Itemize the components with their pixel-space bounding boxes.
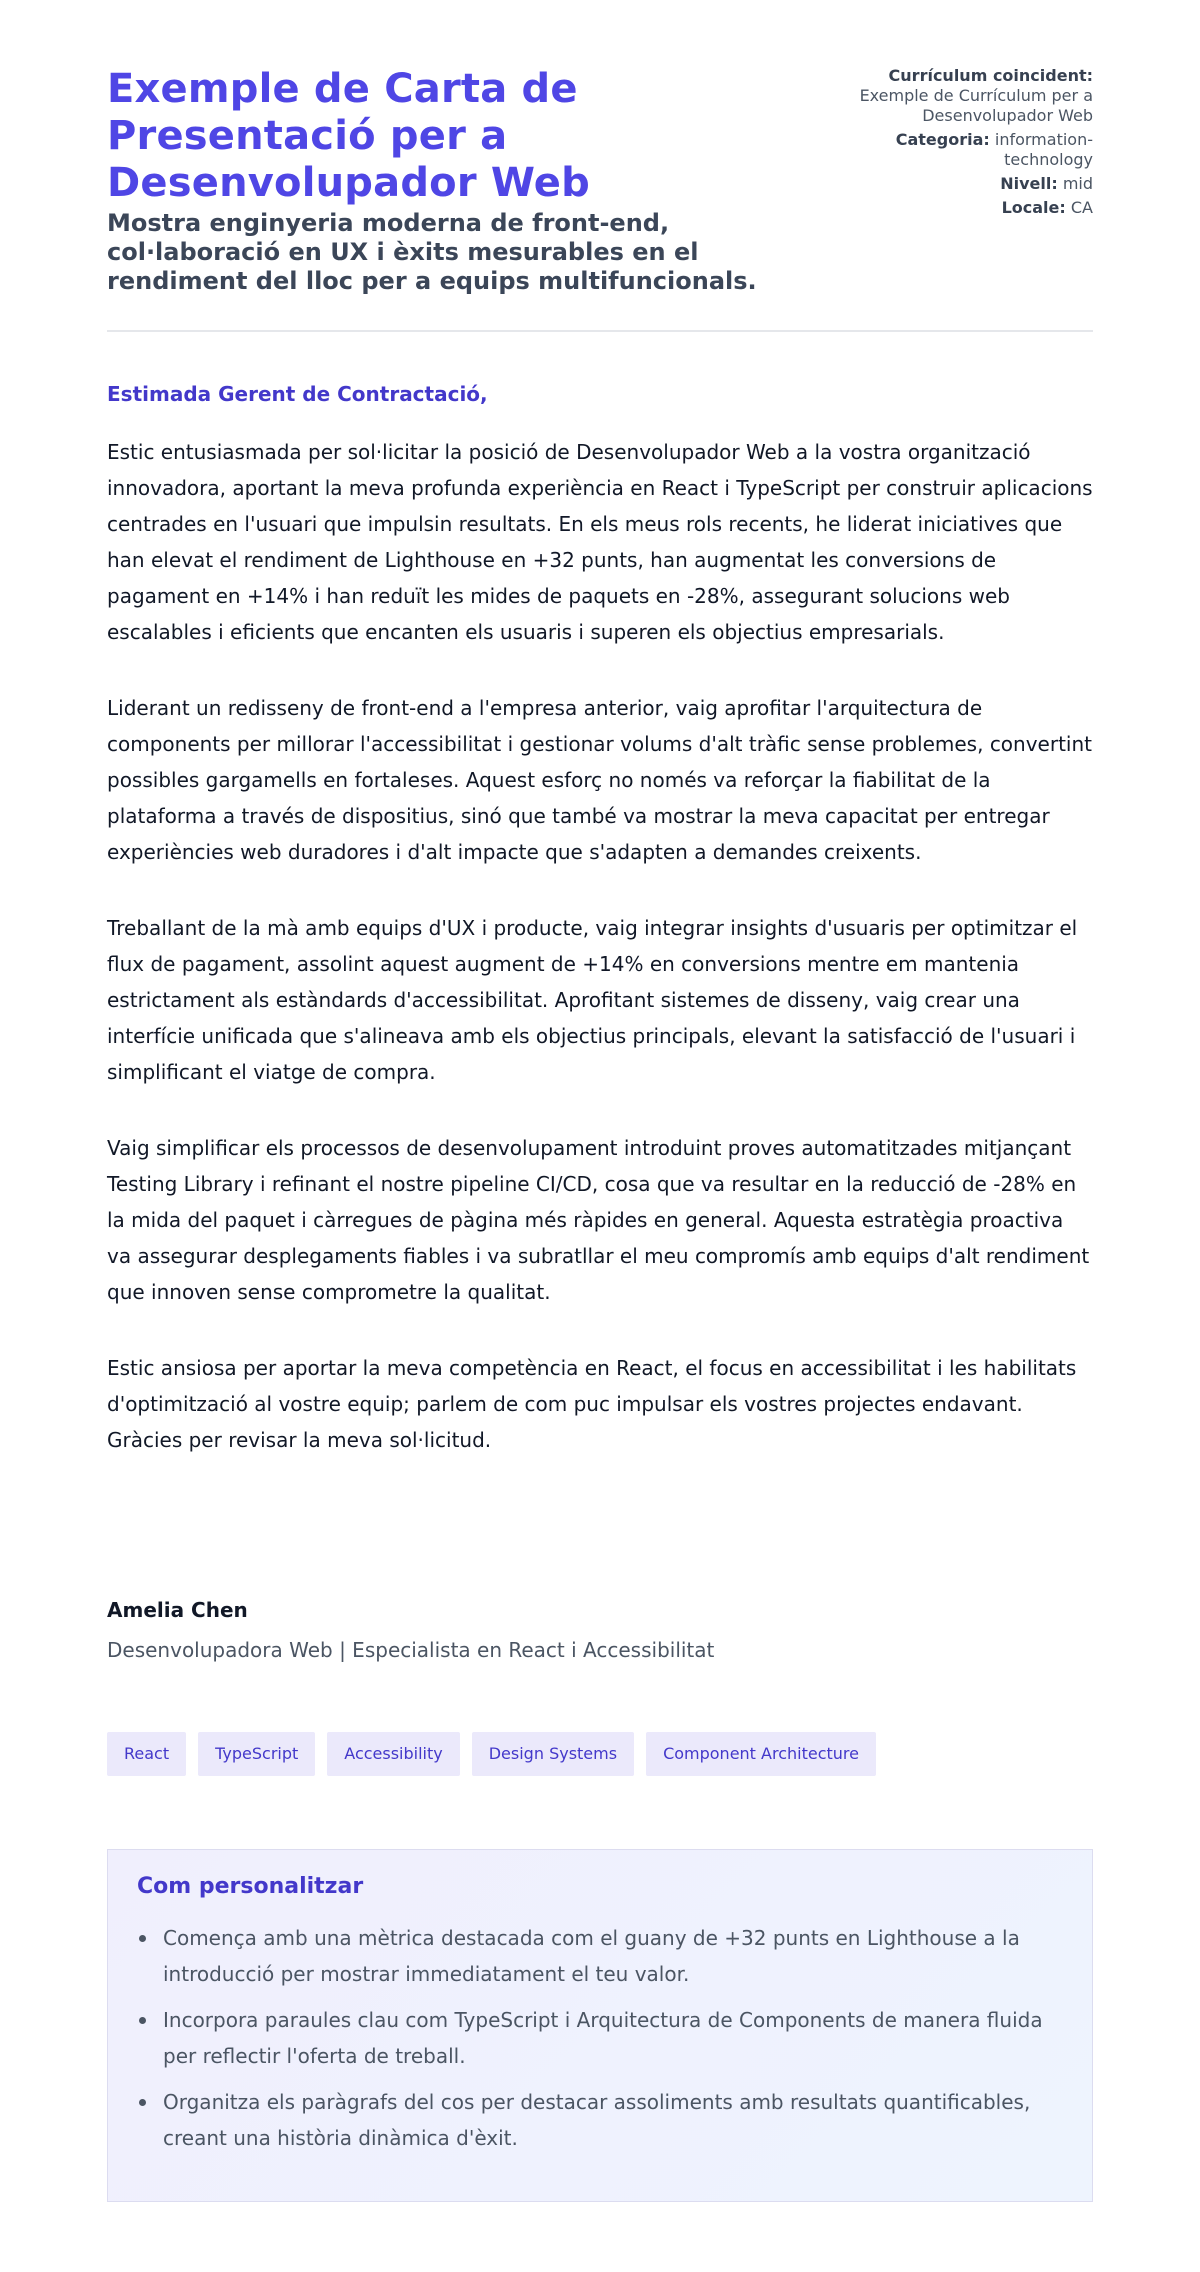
skill-tags xyxy=(107,1732,876,1776)
skill-tag-react: React xyxy=(107,1732,186,1776)
meta-category-value: information-technology xyxy=(994,130,1093,169)
header-titles xyxy=(107,66,827,296)
letter-paragraph: Estic ansiosa per aportar la meva competència en React, el focus en accessibilitat i les habilitats d'optimització al vostre equip; parlem de com puc impulsar els vostres projectes endavant. Gràcies per revisar la meva sol·licitud. xyxy=(107,1356,1077,1452)
letter-paragraph: Estic entusiasmada per sol·licitar la posició de Desenvolupador Web a la vostra organització innovadora, aportant la meva profunda experiència en React i TypeScript per construir aplicacions centrades en l'usuari que impulsin resultats. En els meus rols recents, he liderat iniciatives que han elevat el rendiment de Lighthouse en +32 punts, han augmentat les conversions de pagament en +14% i han reduït les mides de paquets en -28%, assegurant solucions web escalables i eficients que encanten els usuaris i superen els objectius empresarials. xyxy=(107,440,1093,644)
tips-item-text: Comença amb una mètrica destacada com el guany de +32 punts en Lighthouse a la introducció per mostrar immediatament el teu valor. xyxy=(163,1926,1020,1986)
signature-title: Desenvolupadora Web | Especialista en React i Accessibilitat xyxy=(107,1638,715,1662)
letter-paragraph: Liderant un redisseny de front-end a l'empresa anterior, vaig aprofitar l'arquitectura de components per millorar l'accessibilitat i gestionar volums d'alt tràfic sense problemes, convertint possibles gargamells en fortaleses. Aquest esforç no només va reforçar la fiabilitat de la plataforma a través de dispositius, sinó que també va mostrar la meva capacitat per entregar experiències web duradores i d'alt impacte que s'adapten a demandes creixents. xyxy=(107,696,1092,864)
page-title: Exemple de Carta de Presentació per a Desenvolupador Web xyxy=(107,66,590,206)
meta-level-value: mid xyxy=(1062,174,1093,193)
skill-tag-component-architecture: Component Architecture xyxy=(646,1732,876,1776)
meta-locale xyxy=(843,198,1093,218)
meta-locale-value: CA xyxy=(1070,198,1093,217)
meta-resume-label: Currículum coincident: xyxy=(888,66,1093,85)
skill-tag-typescript: TypeScript xyxy=(198,1732,315,1776)
tips-item-text: Organitza els paràgrafs del cos per destacar assoliments amb resultats quantificables, creant una història dinàmica d'èxit. xyxy=(163,2090,1031,2150)
meta-level-label: Nivell: xyxy=(1000,174,1058,193)
signature-name: Amelia Chen xyxy=(107,1598,248,1622)
page-header xyxy=(107,0,1093,296)
header-divider xyxy=(107,330,1093,332)
cover-letter-page xyxy=(107,0,1093,2150)
meta-category-label: Categoria: xyxy=(895,130,990,149)
letter-body xyxy=(107,434,1093,1498)
tips-list-item xyxy=(137,2084,1063,2156)
meta-panel xyxy=(843,66,1093,222)
skill-tag-accessibility: Accessibility xyxy=(327,1732,459,1776)
tips-item-text: Incorpora paraules clau com TypeScript i Arquitectura de Components de manera fluida per reflectir l'oferta de treball. xyxy=(163,2008,1043,2068)
page-subtitle: Mostra enginyeria moderna de front-end, col·laboració en UX i èxits mesurables en el rendiment del lloc per a equips multifuncionals. xyxy=(107,209,757,295)
skill-tag-design-systems: Design Systems xyxy=(472,1732,634,1776)
bullet-icon xyxy=(139,2099,146,2106)
tips-list-item xyxy=(137,1920,1063,1992)
meta-resume-value: Exemple de Currículum per a Desenvolupador Web xyxy=(859,86,1093,125)
tips-title: Com personalitzar xyxy=(137,1874,364,1899)
letter-paragraph: Vaig simplificar els processos de desenvolupament introduint proves automatitzades mitjançant Testing Library i refinant el nostre pipeline CI/CD, cosa que va resultar en la reducció de -28% en la mida del paquet i càrregues de pàgina més ràpides en general. Aquesta estratègia proactiva va assegurar desplegaments fiables i va subratllar el meu compromís amb equips d'alt rendiment que innoven sense comprometre la qualitat. xyxy=(107,1136,1090,1304)
tips-list-item xyxy=(137,2002,1063,2074)
customization-tips-box xyxy=(107,1849,1093,2202)
letter-paragraph: Treballant de la mà amb equips d'UX i producte, vaig integrar insights d'usuaris per optimitzar el flux de pagament, assolint aquest augment de +14% en conversions mentre em mantenia estrictament als estàndards d'accessibilitat. Aprofitant sistemes de disseny, vaig crear una interfície unificada que s'alineava amb els objectius principals, elevant la satisfacció de l'usuari i simplificant el viatge de compra. xyxy=(107,916,1078,1084)
bullet-icon xyxy=(139,1935,146,1942)
bullet-icon xyxy=(139,2017,146,2024)
letter-greeting: Estimada Gerent de Contractació, xyxy=(107,382,488,406)
meta-level xyxy=(843,174,1093,194)
meta-category xyxy=(843,130,1093,170)
tips-list xyxy=(137,1920,1063,2156)
signature-block xyxy=(107,1596,714,1664)
meta-locale-label: Locale: xyxy=(1001,198,1066,217)
meta-matched-resume xyxy=(843,66,1093,126)
